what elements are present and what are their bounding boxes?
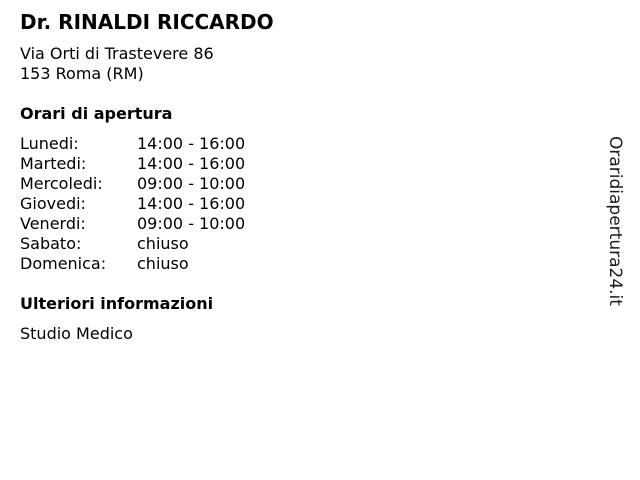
- day-label: Giovedi:: [20, 194, 86, 213]
- additional-info-text: Studio Medico: [20, 324, 133, 343]
- day-label: Venerdi:: [20, 214, 86, 233]
- site-watermark: Oraridiapertura24.it: [605, 136, 625, 306]
- hours-row-sunday: [20, 254, 245, 274]
- time-value: 14:00 - 16:00: [137, 194, 246, 213]
- opening-hours-table: [20, 134, 245, 274]
- day-label: Lunedi:: [20, 134, 79, 153]
- time-value: chiuso: [137, 254, 189, 273]
- time-value: chiuso: [137, 234, 189, 253]
- time-value: 14:00 - 16:00: [137, 154, 246, 173]
- time-value: 09:00 - 10:00: [137, 214, 246, 233]
- hours-row-friday: [20, 214, 245, 234]
- hours-row-thursday: [20, 194, 245, 214]
- hours-row-tuesday: [20, 154, 245, 174]
- time-value: 09:00 - 10:00: [137, 174, 246, 193]
- opening-hours-heading: Orari di apertura: [20, 104, 173, 123]
- hours-row-wednesday: [20, 174, 245, 194]
- time-value: 14:00 - 16:00: [137, 134, 246, 153]
- address-street: Via Orti di Trastevere 86: [20, 44, 214, 63]
- address-city: 153 Roma (RM): [20, 64, 144, 83]
- day-label: Domenica:: [20, 254, 107, 273]
- day-label: Mercoledi:: [20, 174, 103, 193]
- hours-row-monday: [20, 134, 245, 154]
- page-title: Dr. RINALDI RICCARDO: [20, 10, 274, 34]
- day-label: Sabato:: [20, 234, 82, 253]
- additional-info-heading: Ulteriori informazioni: [20, 294, 214, 313]
- hours-row-saturday: [20, 234, 245, 254]
- address: [20, 44, 214, 84]
- day-label: Martedi:: [20, 154, 87, 173]
